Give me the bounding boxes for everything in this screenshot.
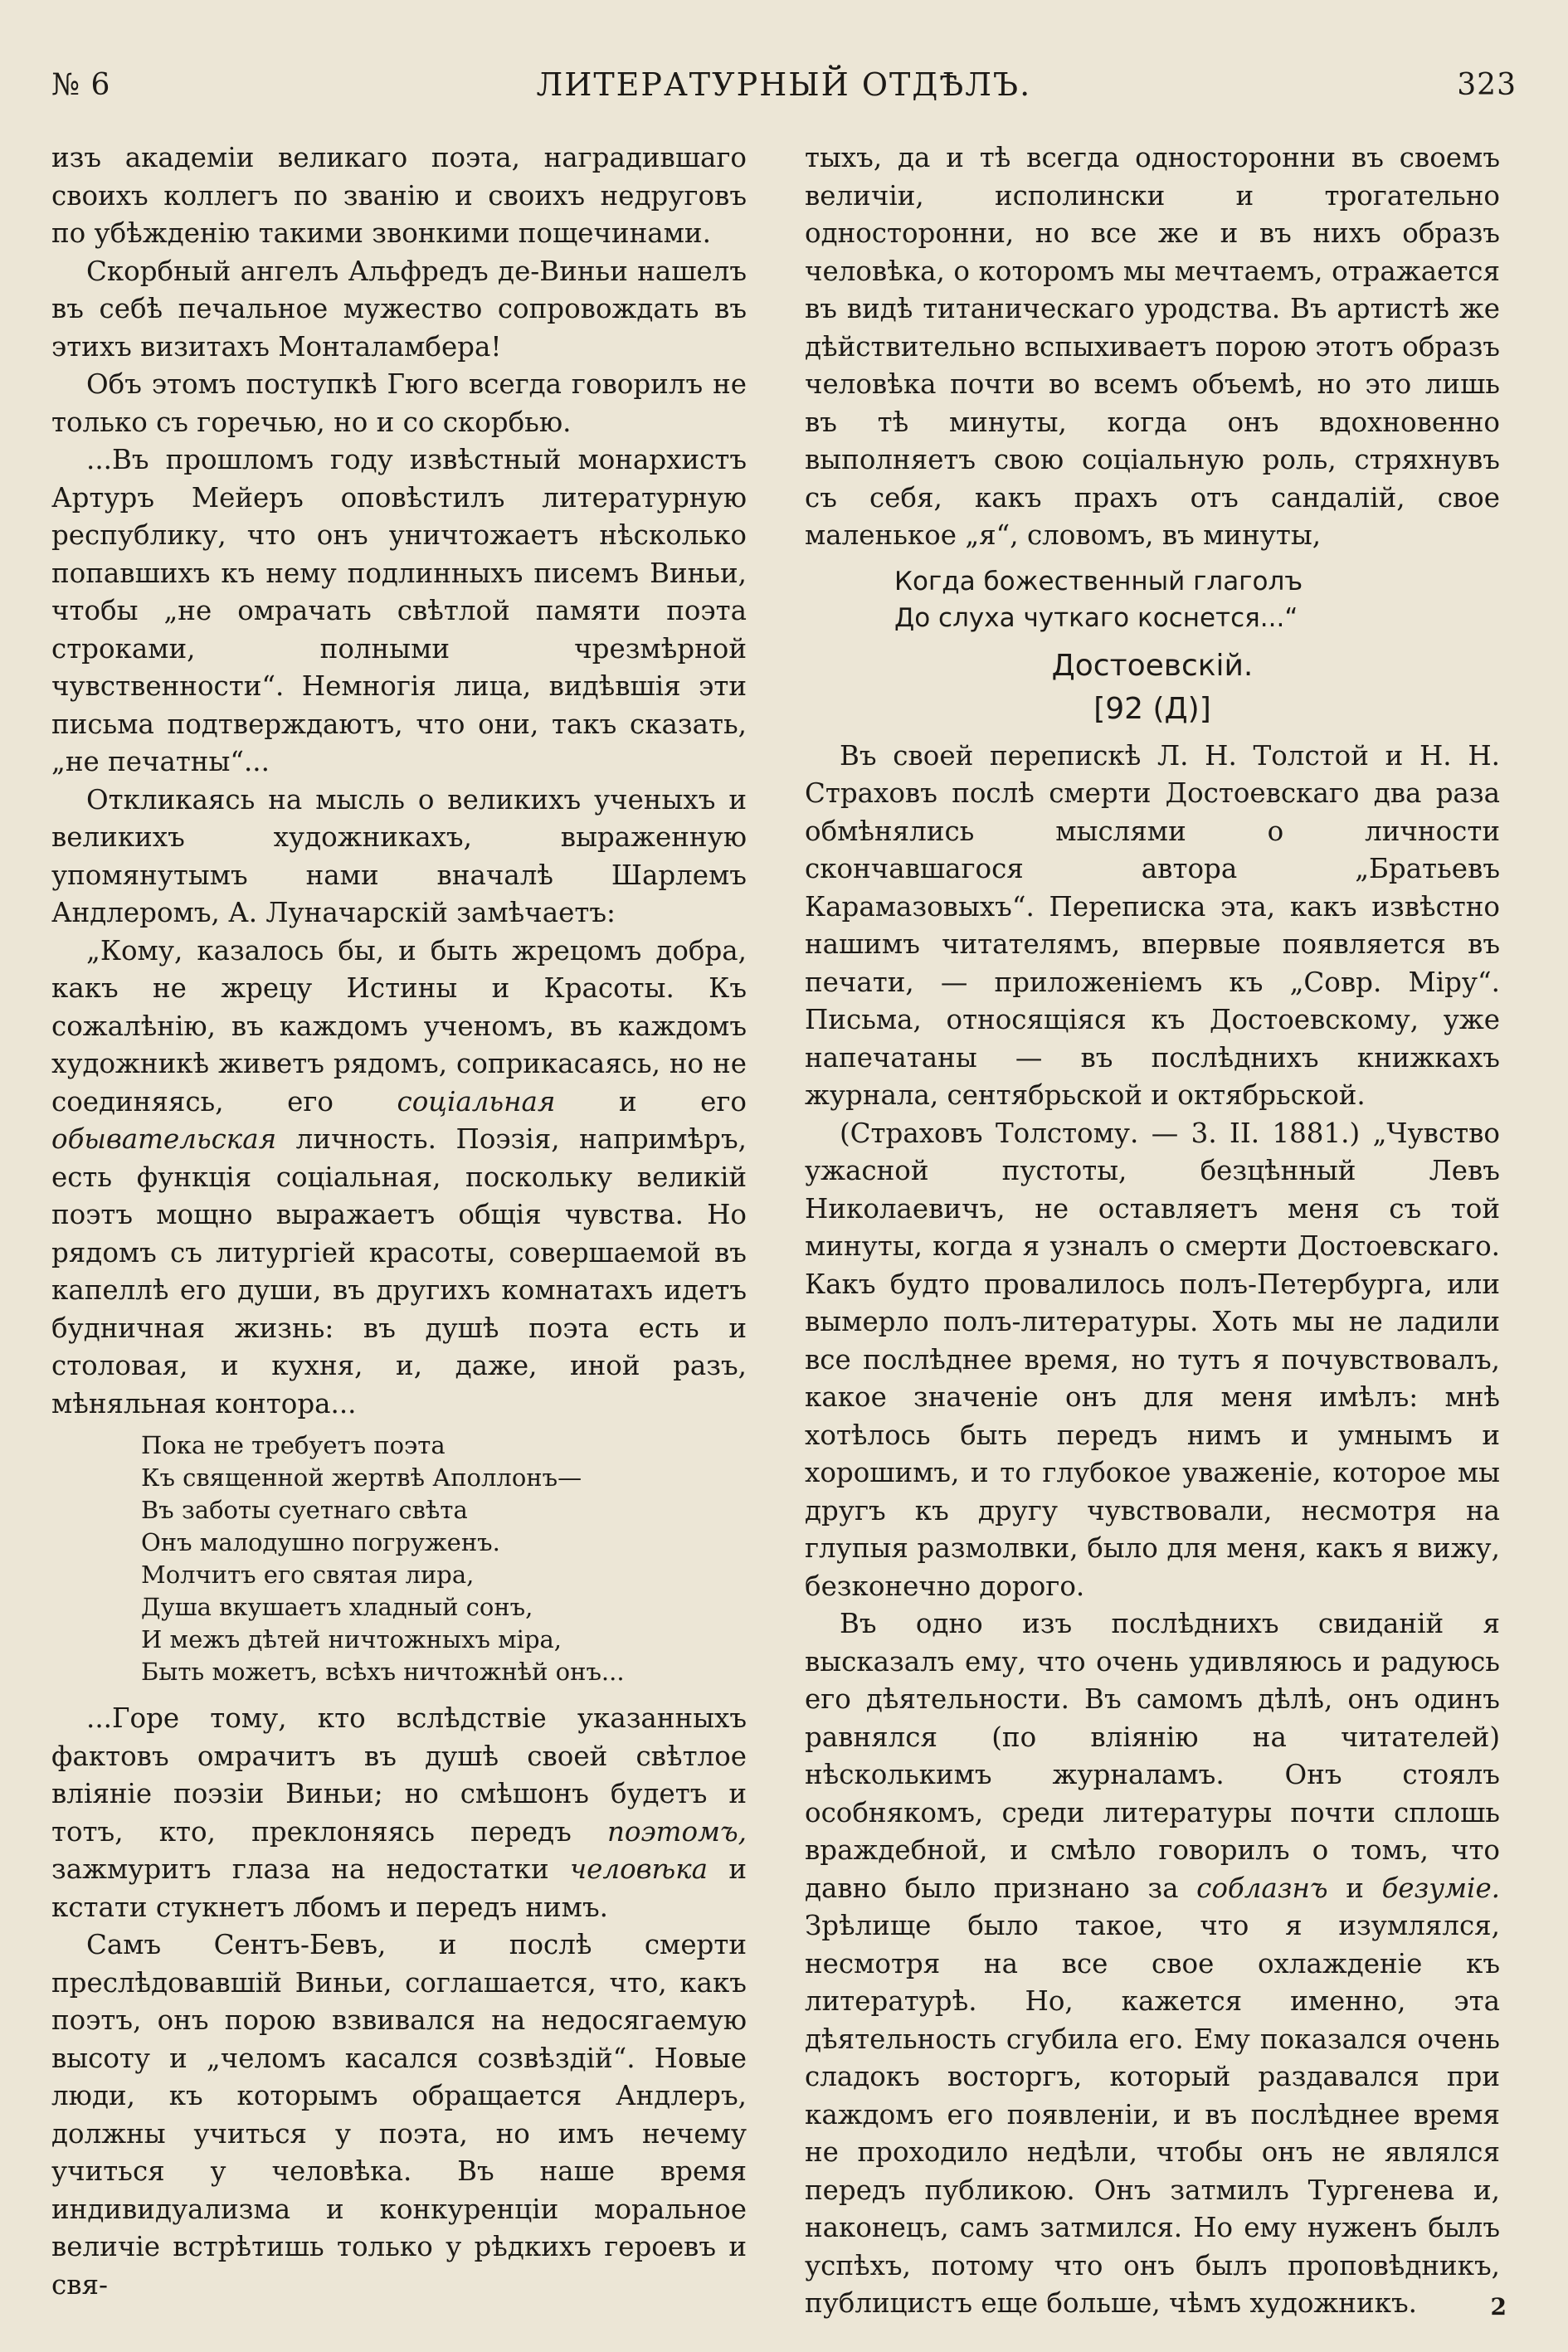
quote-paragraph (51, 933, 747, 1424)
paragraph: Скорбный ангелъ Альфредъ де-Виньи нашелъ въ себѣ печальное мужество сопровождать въ этихъ визитахъ Монталамбера! (51, 255, 747, 363)
page-number: 323 (1457, 67, 1517, 102)
italic-run: поэтомъ, (606, 1815, 747, 1848)
italic-run: безуміе. (1381, 1872, 1501, 1904)
text-run: личность. Поэзія, напримѣръ, есть функція соціальная, поскольку великій поэтъ мощно выражаетъ общія чувства. Но рядомъ съ литургіей красоты, совершаемой въ капеллѣ его души, въ другихъ комнатахъ идетъ будничная жизнь: въ душѣ поэта есть и столовая, и кухня, и, даже, иной разъ, мѣняльная контора... (51, 1123, 747, 1419)
paragraph: Въ своей перепискѣ Л. Н. Толстой и Н. Н. Страховъ послѣ смерти Достоевскаго два раза обмѣнялись мыслями о личности скончавшагося автора „Братьевъ Карамазовыхъ“. Переписка эта, какъ извѣстно нашимъ читателямъ, впервые появляется въ печати, — приложеніемъ къ „Совр. Міру“. Письма, относящіяся къ Достоевскому, уже напечатаны — въ послѣднихъ книжкахъ журнала, сентябрьской и октябрьской. (805, 739, 1500, 1111)
text-run: и (1327, 1872, 1382, 1904)
text-run: ...Горе тому, кто вслѣдствіе указанныхъ фактовъ омрачитъ въ душѣ своей свѣтлое вліяніе поэзіи Виньи; но смѣшонъ будетъ и тотъ, кто, преклоняясь передъ (51, 1702, 747, 1848)
left-column (51, 139, 747, 2304)
paragraph (51, 1700, 747, 1926)
poem-verse: Когда божественный глаголъ До слуха чуткаго коснется...“ (894, 566, 1303, 633)
paragraph: ...Въ прошломъ году извѣстный монархистъ Артуръ Мейеръ оповѣстилъ литературную республику, что онъ уничтожаетъ нѣсколько попавшихъ къ нему подлинныхъ писемъ Виньи, чтобы „не омрачать свѣтлой памяти поэта строками, полными чрезмѣрной чувственности“. Немногія лица, видѣвшія эти письма подтверждаютъ, что они, такъ сказать, „не печатны“... (51, 444, 747, 777)
poem-verse: Пока не требуетъ поэта Къ священной жертвѣ Аполлонъ— Въ заботы суетнаго свѣта Онъ малодушно погруженъ. Молчитъ его святая лира, Душа вкушаетъ хладный сонъ, И межъ дѣтей ничтожныхъ міра, Быть можетъ, всѣхъ ничтожнѣй онъ... (141, 1431, 625, 1686)
italic-run: человѣка (569, 1853, 709, 1885)
running-header (51, 58, 1517, 111)
issue-number: № 6 (51, 67, 111, 102)
paragraph: Объ этомъ поступкѣ Гюго всегда говорилъ не только съ горечью, но и со скорбью. (51, 368, 747, 438)
text-run: Зрѣлище было такое, что я изумлялся, несмотря на все свое охлажденіе къ литературѣ. Но, кажется именно, эта дѣятельность сгубила его. Ему показался очень сладокъ восторгъ, который раздавался при каждомъ его появленіи, и въ послѣднее время не проходило недѣли, чтобы онъ не являлся передъ публикою. Онъ затмилъ Тургенева и, наконецъ, самъ затмился. Но ему нуженъ былъ успѣхъ, потому что онъ былъ проповѣдникъ, публицистъ еще больше, чѣмъ художникъ. (805, 1910, 1500, 2319)
text-run: зажмуритъ глаза на недостатки (51, 1853, 570, 1885)
article-title: Достоевскій. (1051, 648, 1254, 683)
italic-run: соціальная (397, 1085, 556, 1118)
text-run: Въ одно изъ послѣднихъ свиданій я высказалъ ему, что очень удивляюсь и радуюсь его дѣятельности. Въ самомъ дѣлѣ, онъ одинъ равнялся (по вліянію на читателей) нѣсколькимъ журналамъ. Онъ стоялъ особнякомъ, среди литературы почти сплошь враждебной, и смѣло говорилъ о томъ, что давно было признано за (805, 1608, 1500, 1904)
italic-run: соблазнъ (1196, 1872, 1328, 1904)
paragraph: тыхъ, да и тѣ всегда односторонни въ своемъ величіи, исполински и трогательно односторонни, но все же и въ нихъ образъ человѣка, о которомъ мы мечтаемъ, отражается въ видѣ титаническаго уродства. Въ артистѣ же дѣйствительно вспыхиваетъ порою этотъ образъ человѣка почти во всемъ объемѣ, но это лишь въ тѣ минуты, когда онъ вдохновенно выполняетъ свою соціальную роль, стряхнувъ съ себя, какъ прахъ отъ сандалій, свое маленькое „я“, словомъ, въ минуты, (805, 142, 1500, 551)
paragraph: (Страховъ Толстому. — 3. II. 1881.) „Чувство ужасной пустоты, безцѣнный Левъ Николаевичъ, не оставляетъ меня съ той минуты, когда я узналъ о смерти Достоевскаго. Какъ будто провалилось полъ-Петербурга, или вымерло полъ-литературы. Хоть мы не ладили все послѣднее время, но тутъ я почувствовалъ, какое значеніе онъ для меня имѣлъ: мнѣ хотѣлось быть передъ нимъ и умнымъ и хорошимъ, и то глубокое уваженіе, которое мы другъ къ другу чувствовали, несмотря на глупыя размолвки, было для меня, какъ я вижу, безконечно дорого. (805, 1117, 1500, 1602)
paragraph: Самъ Сентъ-Бевъ, и послѣ смерти преслѣдовавшій Виньи, соглашается, что, какъ поэтъ, онъ порою взвивался на недосягаемую высоту и „челомъ касался созвѣздій“. Новые люди, къ которымъ обращается Андлеръ, должны учиться у поэта, но имъ нечему учиться у человѣка. Въ наше время индивидуализма и конкуренціи моральное величіе встрѣтишь только у рѣдкихъ героевъ и свя- (51, 1929, 747, 2301)
paragraph: Откликаясь на мысль о великихъ ученыхъ и великихъ художникахъ, выраженную упомянутымъ нами вначалѣ Шарлемъ Андлеромъ, А. Луначарскій замѣчаетъ: (51, 783, 747, 928)
italic-run: обывательская (51, 1123, 277, 1155)
text-run: и его (555, 1085, 747, 1118)
right-column (805, 139, 1500, 2323)
text-run: и кстати стукнетъ лбомъ и передъ нимъ. (51, 1853, 747, 1923)
text-run: „Кому, казалось бы, и быть жрецомъ добра, какъ не жрецу Истины и Красоты. Къ сожалѣнію, въ каждомъ ученомъ, въ каждомъ художникѣ живетъ рядомъ, соприкасаясь, но не соединяясь, его (51, 934, 747, 1118)
article-number: [92 (Д)] (1093, 691, 1211, 726)
printer-signature-mark: 2 (1490, 2293, 1507, 2320)
paragraph: изъ академіи великаго поэта, наградившаго своихъ коллегъ по званію и своихъ недруговъ по убѣжденію такими звонкими пощечинами. (51, 142, 747, 249)
section-heading: ЛИТЕРАТУРНЫЙ ОТДѢЛЪ. (536, 66, 1032, 103)
paragraph (805, 1605, 1500, 2323)
